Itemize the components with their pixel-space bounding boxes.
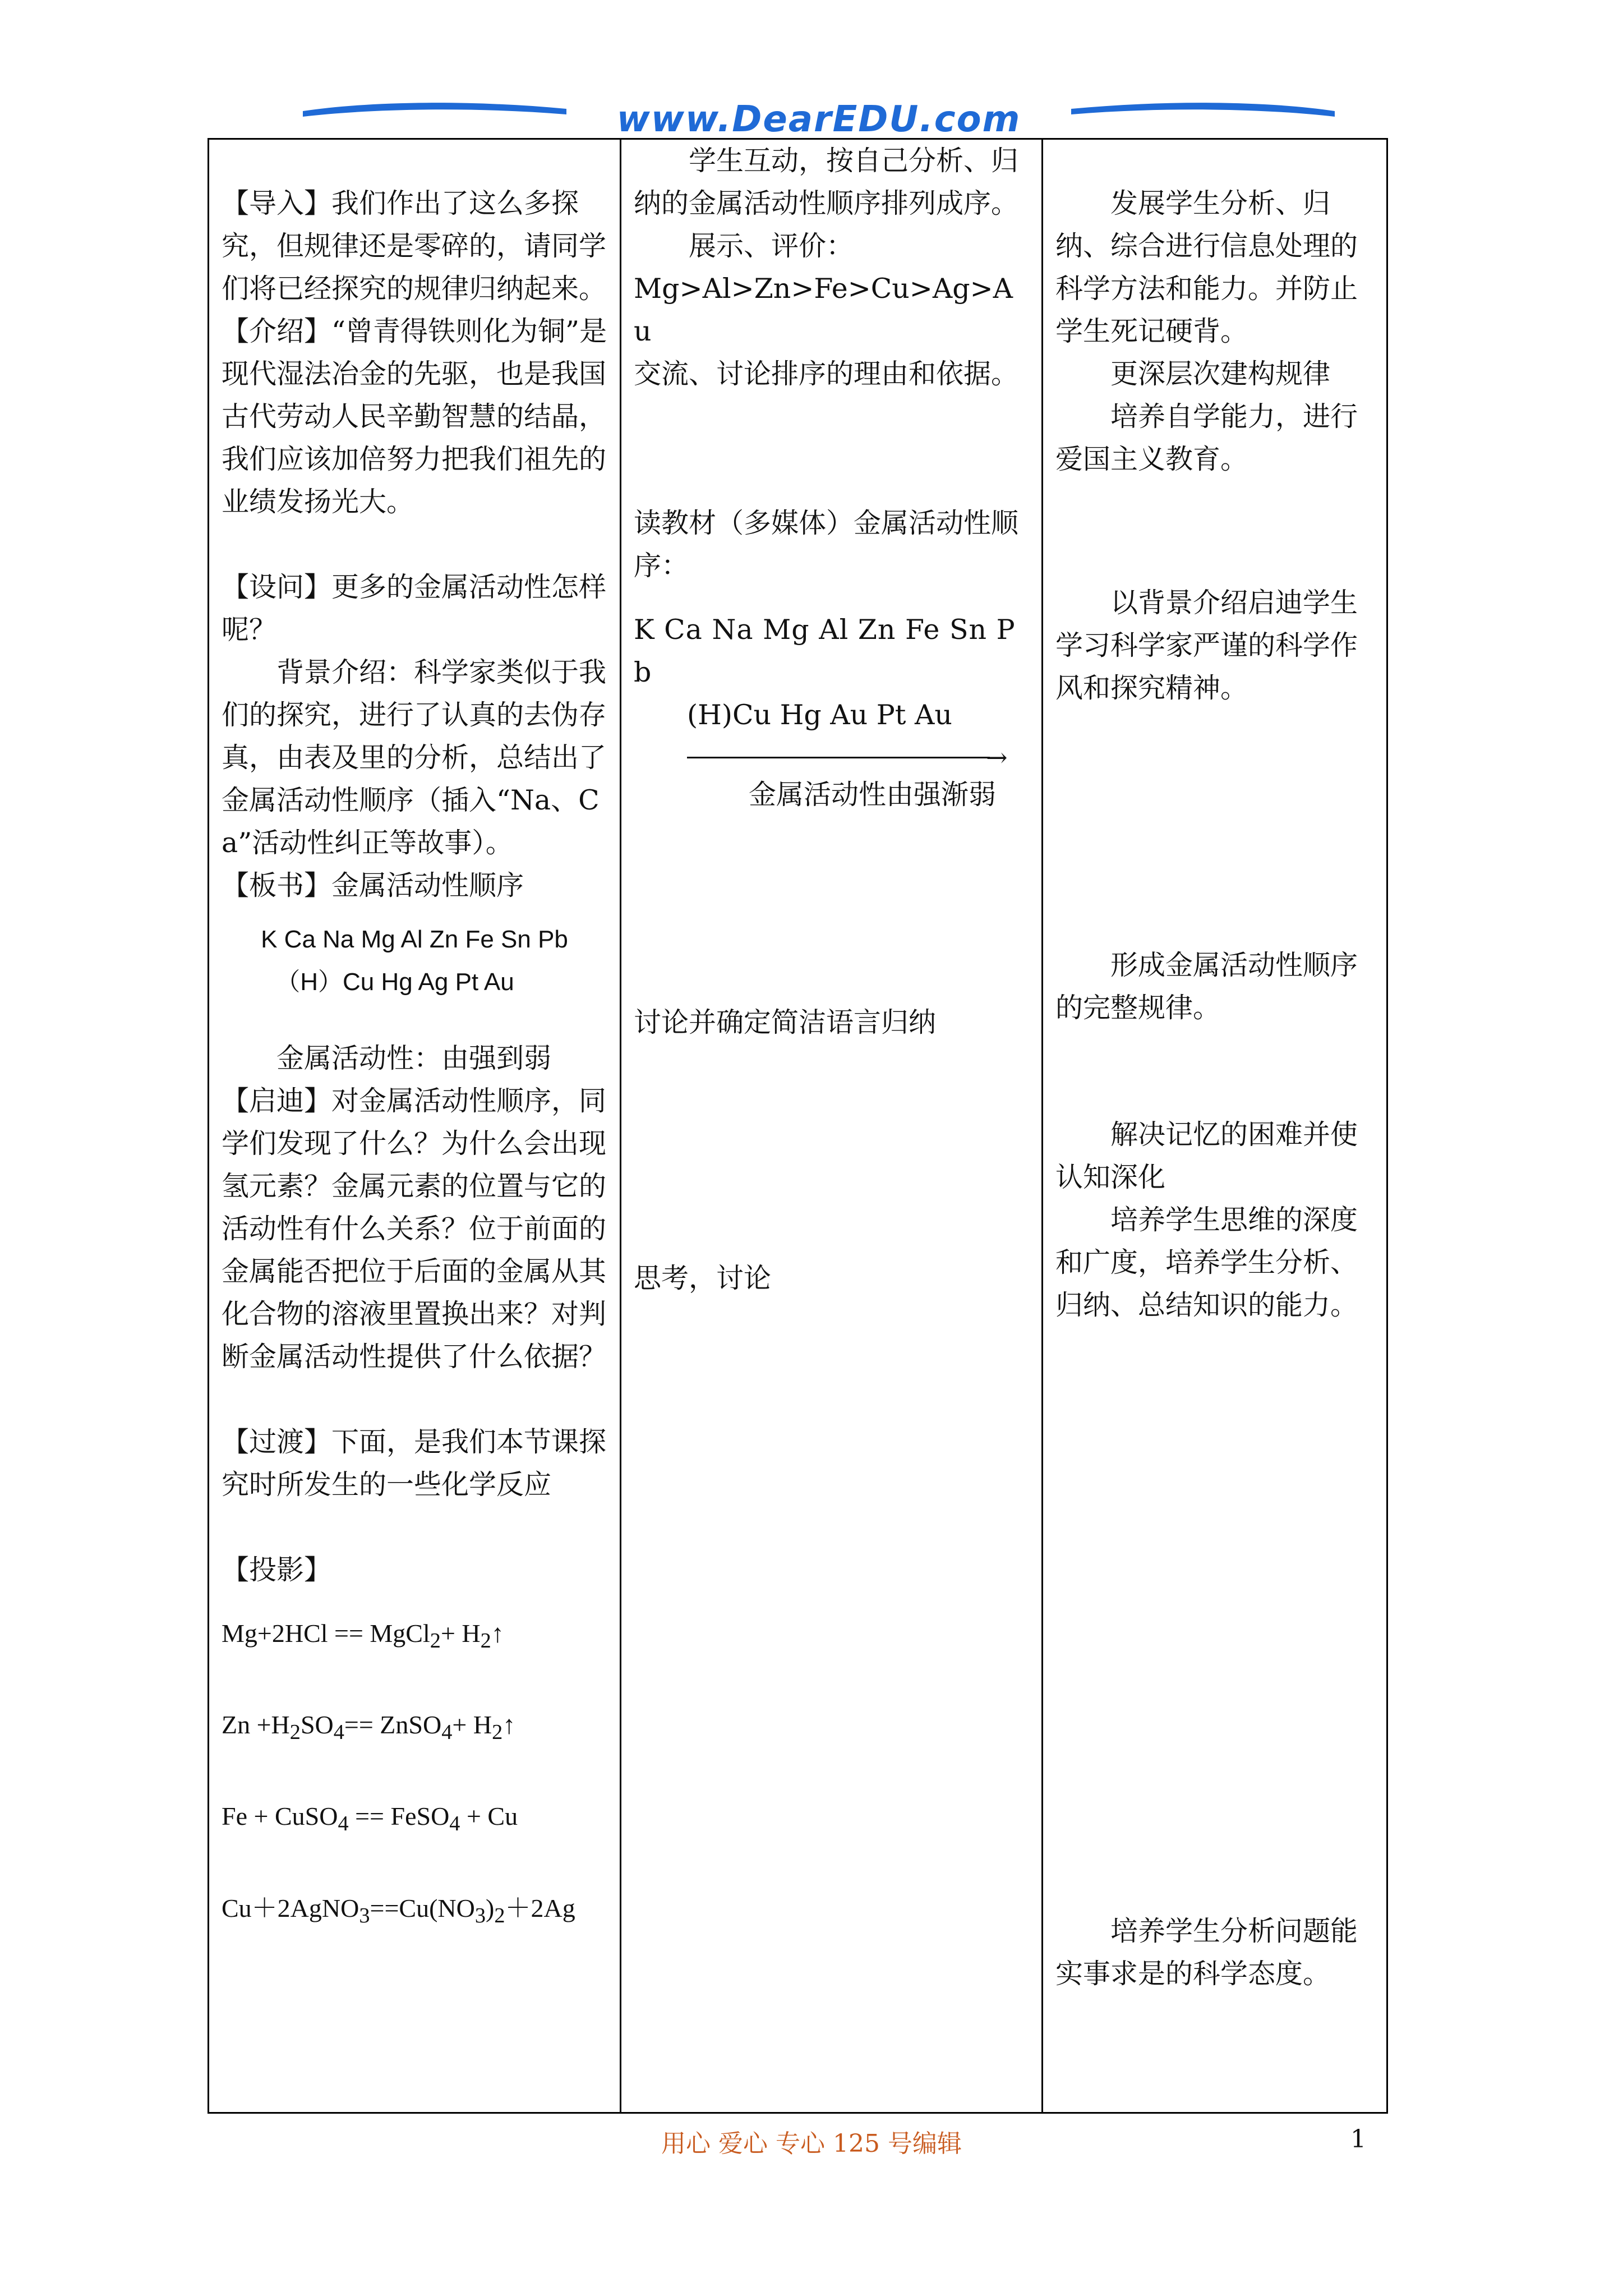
equation-3: Fe + CuSO$_4$ == FeSO$_4$ + Cu bbox=[222, 1802, 518, 1836]
discussion-text: 交流、讨论排序的理由和依据。 bbox=[634, 358, 1019, 390]
intent-paragraph-8: 培养学生分析问题能实事求是的科学态度。 bbox=[1055, 1915, 1358, 1990]
equation-2: $Zn +H_2SO_4==$ ZnSO$_4$+ $H_2↑$ bbox=[222, 1710, 516, 1745]
question-paragraph: 【设问】更多的金属活动性怎样呢？ bbox=[222, 571, 607, 646]
arrow-shaft bbox=[687, 757, 990, 758]
intro-paragraph: 【导入】我们作出了这么多探究，但规律还是零碎的，请同学们将已经探究的规律归纳起来。 bbox=[222, 187, 607, 305]
design-intent-column bbox=[1043, 139, 1387, 2113]
summarize-text: 讨论并确定简洁语言归纳 bbox=[634, 1006, 937, 1038]
direction-arrow bbox=[634, 740, 1029, 774]
student-activity-column bbox=[621, 139, 1043, 2113]
read-textbook-paragraph: 读教材（多媒体）金属活动性顺序： bbox=[634, 507, 1019, 582]
arrow-right-icon: → bbox=[986, 742, 1008, 772]
intent-paragraph-6: 解决记忆的困难并使认知深化 bbox=[1055, 1119, 1358, 1193]
introduction-paragraph: 【介绍】“曾青得铁则化为铜”是现代湿法冶金的先驱，也是我国古代劳动人民辛勤智慧的结晶，我们应该加倍努力把我们祖先的业绩发扬光大。 bbox=[222, 315, 607, 518]
intent-paragraph-1: 发展学生分析、归纳、综合进行信息处理的科学方法和能力。并防止学生死记硬背。 bbox=[1055, 187, 1358, 347]
board-paragraph: 【板书】金属活动性顺序 bbox=[222, 869, 524, 901]
arrow-caption: 金属活动性由强渐弱 bbox=[749, 779, 997, 811]
activity-sequence-line1: K Ca Na Mg Al Zn Fe Sn Pb bbox=[261, 926, 568, 953]
equation-1: Mg+2HCl == MgCl$_2$+ $H_2↑$ bbox=[222, 1619, 504, 1653]
background-paragraph: 背景介绍：科学家类似于我们的探究，进行了认真的去伪存真，由表及里的分析，总结出了金属活动性顺序（插入“Na、Ca”活动性纠正等故事）。 bbox=[222, 656, 607, 859]
lesson-plan-table bbox=[208, 138, 1388, 2114]
logo-text: www.DearEDU.com bbox=[616, 99, 1021, 140]
order-result-text: Mg>Al>Zn>Fe>Cu>Ag>Au bbox=[634, 273, 1013, 347]
activity-sequence-line2: (H)Cu Hg Au Pt Au bbox=[687, 699, 952, 731]
inspiration-paragraph: 【启迪】对金属活动性顺序，同学们发现了什么？为什么会出现氢元素？金属元素的位置与它的活动性有什么关系？位于前面的金属能否把位于后面的金属从其化合物的溶液里置换出来？对判断金属活动性提供了什么依据？ bbox=[222, 1085, 607, 1373]
teacher-activity-column bbox=[209, 139, 621, 2113]
show-evaluate-text: 展示、评价： bbox=[689, 230, 854, 262]
intent-paragraph-5: 形成金属活动性顺序的完整规律。 bbox=[1055, 949, 1358, 1024]
intent-paragraph-3: 培养自学能力，进行爱国主义教育。 bbox=[1055, 401, 1358, 475]
footer-text: 用心 爱心 专心 125 号编辑 bbox=[661, 2129, 962, 2158]
activity-sequence-line2: （H）Cu Hg Ag Pt Au bbox=[275, 968, 514, 996]
think-discuss-text: 思考，讨论 bbox=[634, 1262, 772, 1294]
projection-heading: 【投影】 bbox=[222, 1554, 332, 1586]
intent-paragraph-4: 以背景介绍启迪学生学习科学家严谨的科学作风和探究精神。 bbox=[1055, 587, 1358, 704]
activity-sequence-line1: K Ca Na Mg Al Zn Fe Sn Pb bbox=[634, 614, 1016, 688]
student-interaction-paragraph: 学生互动，按自己分析、归纳的金属活动性顺序排列成序。 bbox=[634, 145, 1019, 219]
transition-paragraph: 【过渡】下面，是我们本节课探究时所发生的一些化学反应 bbox=[222, 1426, 607, 1501]
page-number: 1 bbox=[1350, 2125, 1366, 2154]
intent-paragraph-2: 更深层次建构规律 bbox=[1110, 358, 1331, 390]
intent-paragraph-7: 培养学生思维的深度和广度，培养学生分析、归纳、总结知识的能力。 bbox=[1055, 1204, 1358, 1321]
header-logo bbox=[303, 84, 1335, 146]
table-row bbox=[209, 139, 1387, 2113]
activity-direction-text: 金属活动性：由强到弱 bbox=[276, 1042, 552, 1074]
equation-4: $Cu+2AgNO_3==Cu(NO_3)_2+2Ag$ bbox=[222, 1893, 575, 1927]
